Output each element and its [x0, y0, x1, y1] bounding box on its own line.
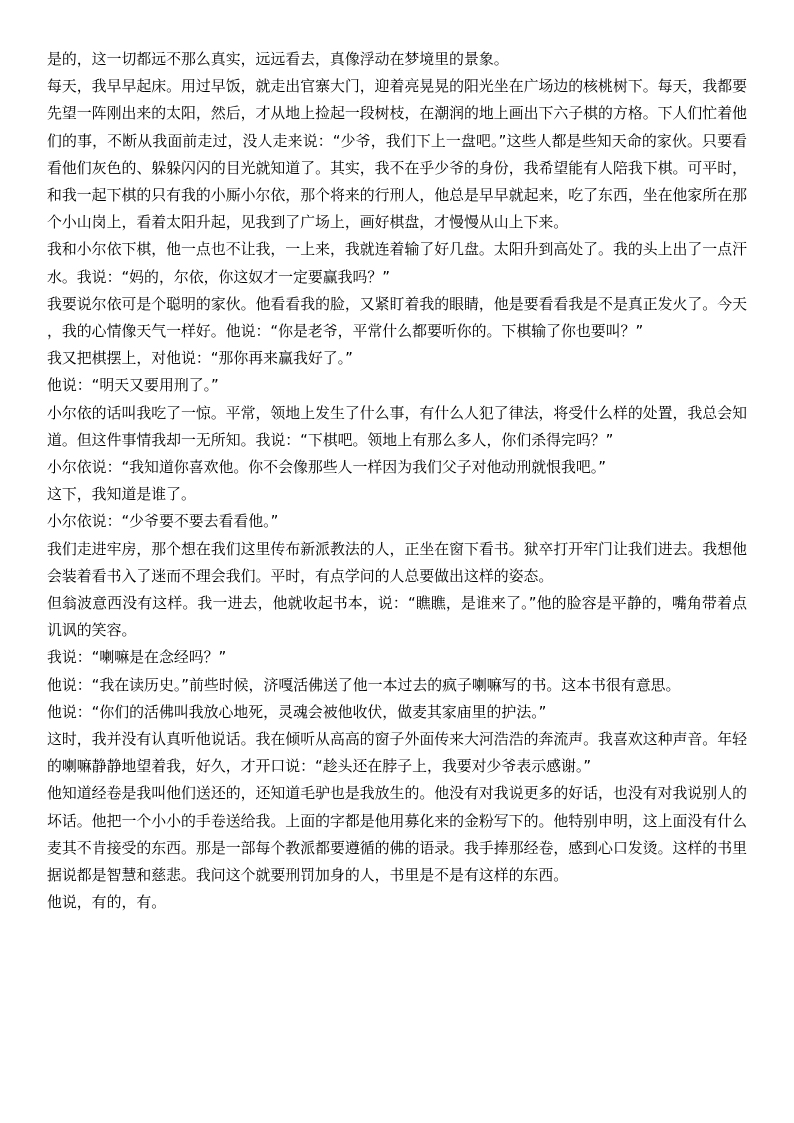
- paragraph: 小尔依的话叫我吃了一惊。平常，领地上发生了什么事，有什么人犯了律法，将受什么样的处置，我总会知道。但这件事情我却一无所知。我说：“下棋吧。领地上有那么多人，你们杀得完吗？”: [47, 403, 747, 449]
- paragraph: 他说：“明天又要用刑了。”: [47, 376, 219, 395]
- paragraph: 但翁波意西没有这样。我一进去，他就收起书本，说：“瞧瞧，是谁来了。”他的脸容是平静的，嘴角带着点讥讽的笑容。: [47, 594, 747, 640]
- paragraph: 他说，有的，有。: [47, 893, 167, 912]
- paragraph: 小尔依说：“我知道你喜欢他。你不会像那些人一样因为我们父子对他动刑就恨我吧。”: [47, 458, 606, 477]
- document-body: [47, 46, 747, 917]
- paragraph: 这下，我知道是谁了。: [47, 485, 196, 504]
- paragraph: 我又把棋摆上，对他说：“那你再来赢我好了。”: [47, 349, 353, 368]
- paragraph: 每天，我早早起床。用过早饭，就走出官寨大门，迎着亮晃晃的阳光坐在广场边的核桃树下。每天，我都要先望一阵刚出来的太阳，然后，才从地上捡起一段树枝，在潮润的地上画出下六子棋的方格。下人们忙着他们的事，不断从我面前走过，没人走来说：“少爷，我们下上一盘吧。”这些人都是些知天命的家伙。只要看看他们灰色的、躲躲闪闪的目光就知道了。其实，我不在乎少爷的身份，我希望能有人陪我下棋。可平时，和我一起下棋的只有我的小厮小尔依，那个将来的行刑人，他总是早早就起来，吃了东西，坐在他家所在那个小山岗上，看着太阳升起，见我到了广场上，画好棋盘，才慢慢从山上下来。: [47, 77, 747, 232]
- paragraph: 这时，我并没有认真听他说话。我在倾听从高高的窗子外面传来大河浩浩的奔流声。我喜欢这种声音。年轻的喇嘛静静地望着我，好久，才开口说：“趁头还在脖子上，我要对少爷表示感谢。”: [47, 730, 747, 776]
- paragraph: 他说：“你们的活佛叫我放心地死，灵魂会被他收伏，做麦其家庙里的护法。”: [47, 702, 547, 721]
- paragraph: 他说：“我在读历史。”前些时候，济嘎活佛送了他一本过去的疯子喇嘛写的书。这本书很有意思。: [47, 675, 681, 694]
- paragraph: 小尔依说：“少爷要不要去看看他。”: [47, 512, 279, 531]
- paragraph: 我们走进牢房，那个想在我们这里传布新派教法的人，正坐在窗下看书。狱卒打开牢门让我们进去。我想他会装着看书入了迷而不理会我们。平时，有点学问的人总要做出这样的姿态。: [47, 539, 747, 585]
- paragraph: 他知道经卷是我叫他们送还的，还知道毛驴也是我放生的。他没有对我说更多的好话，也没有对我说别人的坏话。他把一个小小的手卷送给我。上面的字都是他用募化来的金粉写下的。他特别申明，这上面没有什么麦其不肯接受的东西。那是一部每个教派都要遵循的佛的语录。我手捧那经卷，感到心口发烫。这样的书里据说都是智慧和慈悲。我问这个就要刑罚加身的人，书里是不是有这样的东西。: [47, 784, 747, 885]
- paragraph: 我说：“喇嘛是在念经吗？”: [47, 648, 227, 667]
- paragraph: 我要说尔依可是个聪明的家伙。他看看我的脸，又紧盯着我的眼睛，他是要看看我是不是真正发火了。今天，我的心情像天气一样好。他说：“你是老爷，平常什么都要听你的。下棋输了你也要叫？”: [47, 294, 747, 341]
- paragraph: 是的，这一切都远不那么真实，远远看去，真像浮动在梦境里的景象。: [47, 50, 509, 68]
- paragraph: 我和小尔依下棋，他一点也不让我，一上来，我就连着输了好几盘。太阳升到高处了。我的头上出了一点汗水。我说：“妈的，尔依，你这奴才一定要赢我吗？”: [47, 240, 747, 286]
